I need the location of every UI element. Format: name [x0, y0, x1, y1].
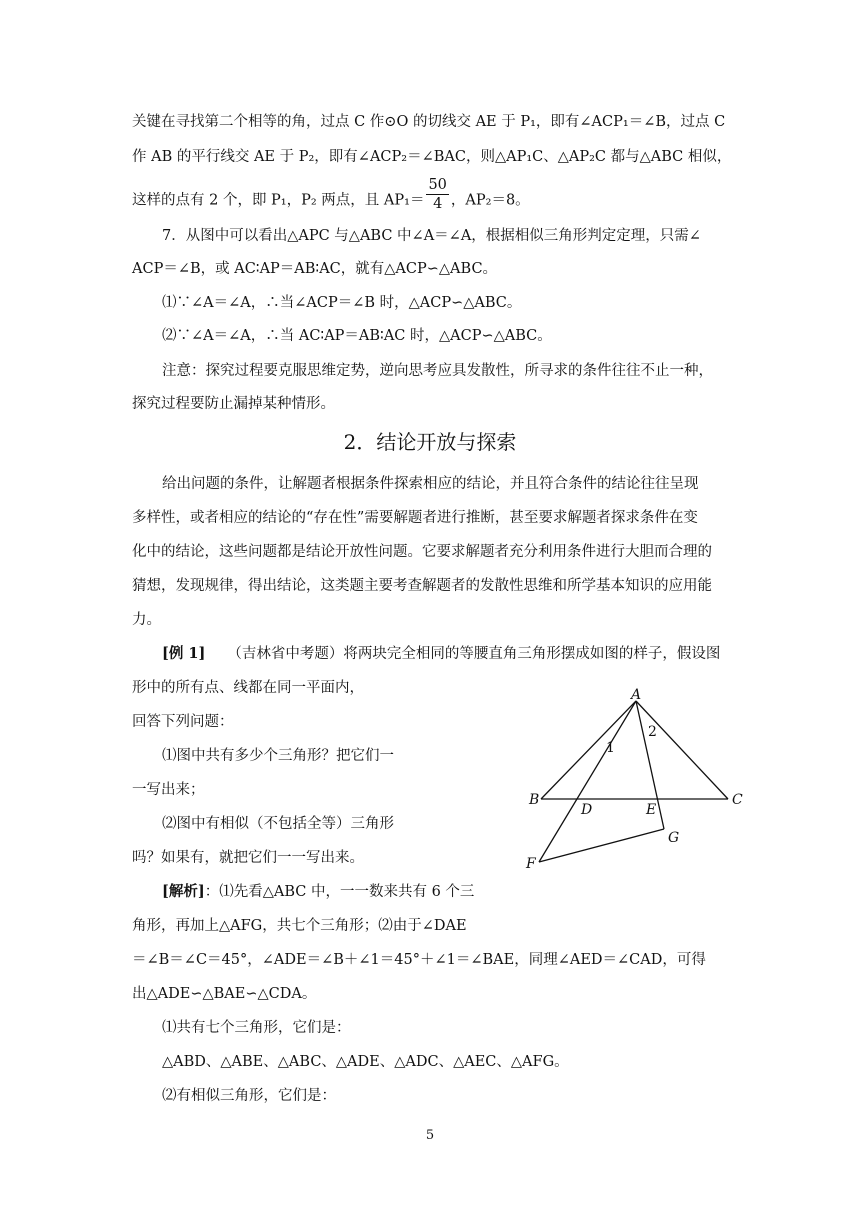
label-a: A: [631, 688, 642, 703]
angle-label-1: 1: [606, 740, 615, 756]
segment-fg: [539, 829, 664, 862]
text-line: ⑴∵∠A＝∠A，∴当∠ACP＝∠B 时，△ACP∽△ABC。: [162, 295, 522, 311]
label-e: E: [646, 802, 657, 818]
text-span: 这样的点有 2 个，即 P₁，P₂ 两点，且 AP₁＝: [132, 192, 425, 209]
label-b: B: [529, 792, 540, 808]
analysis-label: [解析]: [162, 883, 205, 900]
text-line: ACP＝∠B，或 AC∶AP＝AB∶AC，就有△ACP∽△ABC。: [132, 261, 498, 277]
text-line: 关键在寻找第二个相等的角，过点 C 作⊙O 的切线交 AE 于 P₁，即有∠ACP₁＝∠B，过点 C: [132, 114, 726, 130]
segment-ab: [541, 701, 636, 799]
fraction: [426, 176, 448, 213]
text-line: △ABD、△ABE、△ABC、△ADE、△ADC、△AEC、△AFG。: [162, 1054, 569, 1070]
example-line: [162, 644, 720, 664]
label-g: G: [668, 830, 680, 846]
text-line: ⑵∵∠A＝∠A，∴当 AC∶AP＝AB∶AC 时，△ACP∽△ABC。: [162, 328, 552, 344]
text-line: 一写出来；: [132, 782, 205, 798]
text-line: 回答下列问题：: [132, 714, 234, 730]
text-line: 给出问题的条件，让解题者根据条件探索相应的结论，并且符合条件的结论往往呈现: [162, 476, 699, 492]
text-line: 多样性，或者相应的结论的“存在性”需要解题者进行推断，甚至要求解题者探求条件在变: [132, 510, 698, 526]
text-span: ，AP₂＝8。: [450, 192, 530, 209]
text-line: ⑵有相似三角形，它们是：: [162, 1088, 336, 1104]
text-span: ：⑴先看△ABC 中，一一数来共有 6 个三: [204, 884, 475, 900]
label-f: F: [526, 856, 536, 872]
label-d: D: [581, 802, 593, 818]
angle-label-2: 2: [648, 724, 657, 740]
text-line-with-fraction: [132, 177, 530, 212]
text-line: 作 AB 的平行线交 AE 于 P₂，即有∠ACP₂＝∠BAC，则△AP₁C、△AP₂C 都与△ABC 相似，: [132, 149, 732, 165]
text-line: 7．从图中可以看出△APC 与△ABC 中∠A＝∠A，根据相似三角形判定定理，只需∠: [162, 228, 701, 244]
analysis-line: [162, 882, 474, 902]
text-line: ⑵图中有相似（不包括全等）三角形: [162, 816, 394, 832]
text-line: 出△ADE∽△BAE∽△CDA。: [132, 986, 317, 1002]
text-line: 化中的结论，这些问题都是结论开放性问题。它要求解题者充分利用条件进行大胆而合理的: [132, 544, 712, 560]
label-c: C: [732, 792, 743, 808]
section-title: 2．结论开放与探索: [343, 430, 517, 454]
text-line: 吗？如果有，就把它们一一写出来。: [132, 850, 364, 866]
text-span: （吉林省中考题）将两块完全相同的等腰直角三角形摆成如图的样子，假设图: [227, 646, 721, 662]
triangle-figure: [520, 688, 750, 878]
text-line: ⑴图中共有多少个三角形？把它们一: [162, 748, 394, 764]
text-line: 猜想，发现规律，得出结论，这类题主要考查解题者的发散性思维和所学基本知识的应用能: [132, 578, 712, 594]
fraction-numerator: 50: [428, 177, 447, 193]
text-line: 形中的所有点、线都在同一平面内，: [132, 680, 364, 696]
segment-ac: [636, 701, 728, 799]
text-line: 探究过程要防止漏掉某种情形。: [132, 396, 335, 412]
page-number: 5: [425, 1128, 435, 1143]
text-line: 注意：探究过程要克服思维定势，逆向思考应具发散性，所寻求的条件往往不止一种，: [162, 363, 713, 379]
text-line: ＝∠B＝∠C＝45°，∠ADE＝∠B＋∠1＝45°＋∠1＝∠BAE，同理∠AED＝∠CAD，可得: [132, 952, 706, 968]
text-line: 角形，再加上△AFG，共七个三角形；⑵由于∠DAE: [132, 918, 467, 934]
text-line: ⑴共有七个三角形，它们是：: [162, 1020, 351, 1036]
fraction-denominator: 4: [433, 196, 443, 212]
segment-af: [539, 701, 636, 862]
text-line: 力。: [132, 612, 161, 628]
example-label: [例 1]: [162, 645, 206, 662]
